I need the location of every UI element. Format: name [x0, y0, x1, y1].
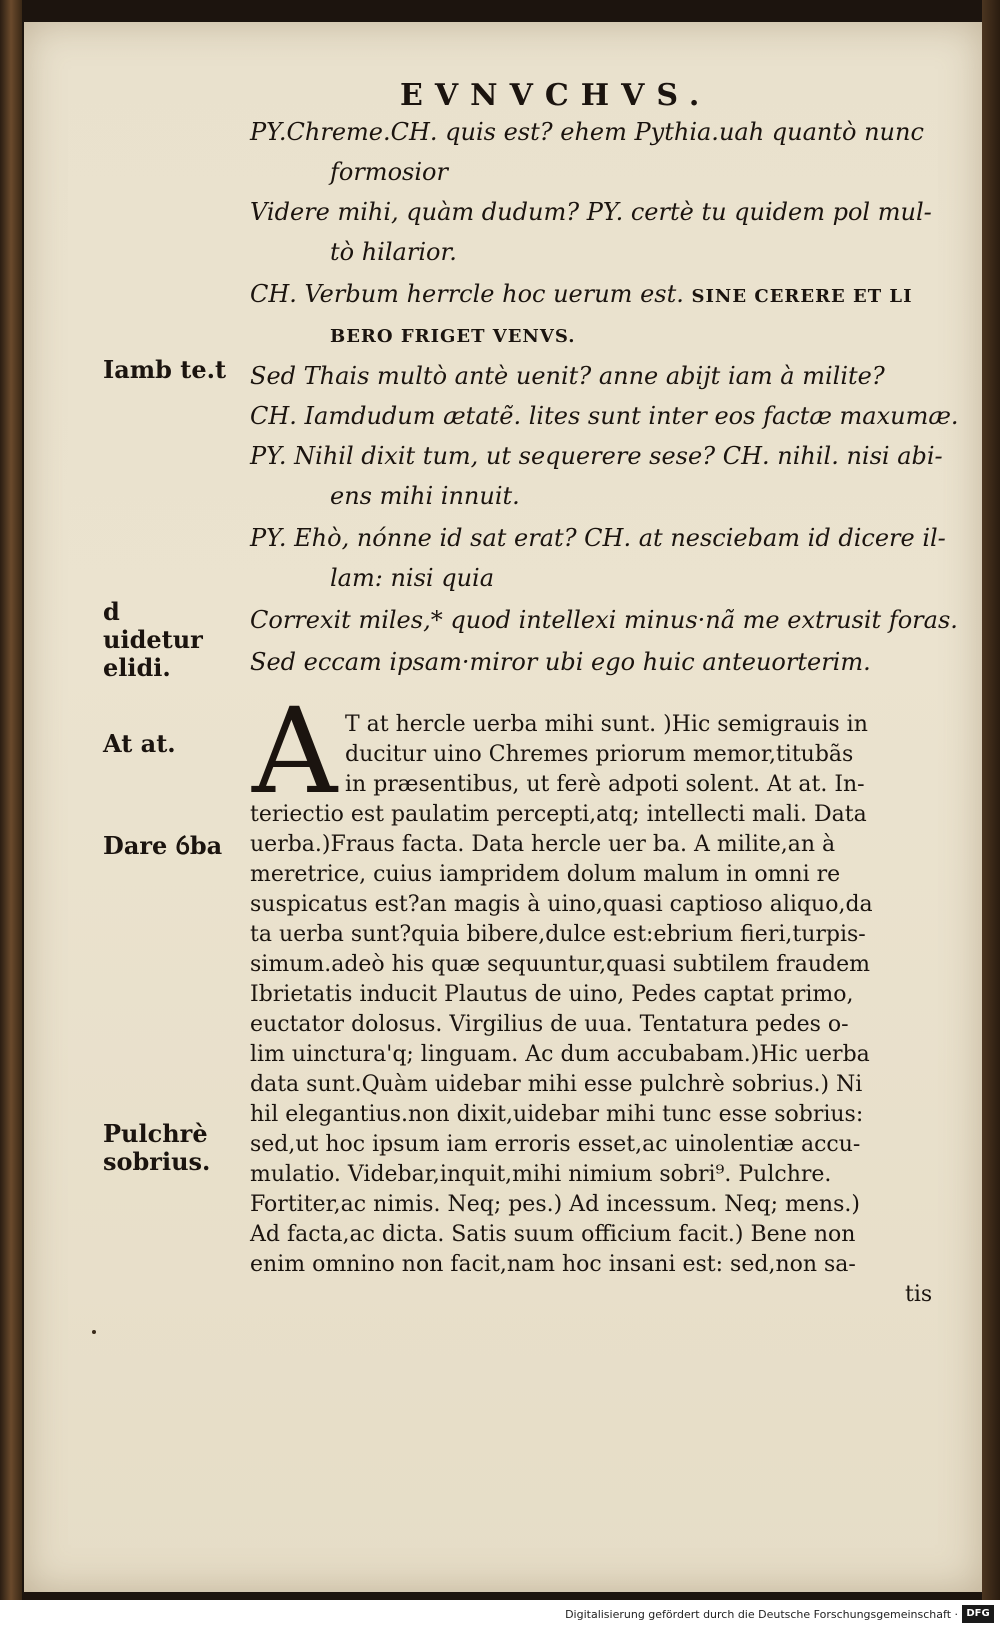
commentary-line: T at hercle uerba mihi sunt. )Hic semigrauis in	[345, 712, 868, 737]
verse-text: CH. Verbum herrcle hoc uerum est.	[250, 280, 684, 308]
digitization-footer	[0, 1600, 1000, 1631]
dfg-logo-icon: DFG	[962, 1605, 994, 1623]
verse-line: PY. Nihil dixit tum, ut sequerere sese? CH. nihil. nisi abi-	[250, 442, 943, 470]
commentary-line: euctator dolosus. Virgilius de uua. Tentatura pedes o-	[250, 1012, 849, 1037]
verse-line: PY.Chreme.CH. quis est? ehem Pythia.uah quantò nunc	[250, 118, 924, 146]
commentary-line: mulatio. Videbar,inquit,mihi nimium sobri⁹. Pulchre.	[250, 1162, 832, 1187]
commentary-line: hil elegantius.non dixit,uidebar mihi tunc esse sobrius:	[250, 1102, 864, 1127]
verse-line: ens mihi innuit.	[330, 482, 520, 510]
footer-credit: Digitalisierung gefördert durch die Deutsche Forschungsgemeinschaft ·	[565, 1608, 958, 1621]
commentary-line: teriectio est paulatim percepti,atq; intellecti mali. Data	[250, 802, 867, 827]
verse-smallcaps: BERO FRIGET VENVS.	[330, 326, 576, 347]
catchword: tis	[905, 1282, 933, 1307]
verse-line: PY. Ehò, nónne id sat erat? CH. at nesciebam id dicere il-	[250, 524, 946, 552]
commentary-line: simum.adeò his quæ sequuntur,quasi subtilem fraudem	[250, 952, 871, 977]
commentary-line: ducitur uino Chremes priorum memor,titubãs	[345, 742, 854, 767]
commentary-line: data sunt.Quàm uidebar mihi esse pulchrè sobrius.) Ni	[250, 1072, 863, 1097]
verse-line: formosior	[330, 158, 448, 186]
margin-note: Iamb te.t	[103, 355, 227, 384]
verse-line	[330, 320, 1000, 348]
margin-note: d uidetur elidi.	[103, 597, 203, 682]
verse-line: tò hilarior.	[330, 238, 457, 266]
verse-line	[250, 280, 960, 308]
commentary-line: lim uinctura'q; linguam. Ac dum accubabam.)Hic uerba	[250, 1042, 870, 1067]
verse-line: lam: nisi quia	[330, 564, 495, 592]
margin-note: Dare ỽba	[103, 831, 223, 860]
verse-line: Sed Thais multò antè uenit? anne abijt iam à milite?	[250, 362, 885, 390]
verse-line: CH. Iamdudum ætatẽ. lites sunt inter eos factæ maxumæ.	[250, 402, 959, 430]
drop-capital: A	[252, 682, 338, 820]
commentary-line: sed,ut hoc ipsum iam erroris esset,ac uinolentiæ accu-	[250, 1132, 861, 1157]
commentary-line: Ibrietatis inducit Plautus de uino, Pedes captat primo,	[250, 982, 854, 1007]
verse-smallcaps: SINE CERERE ET LI	[691, 286, 913, 307]
commentary-line: Fortiter,ac nimis. Neq; pes.) Ad incessum. Neq; mens.)	[250, 1192, 860, 1217]
commentary-line: meretrice, cuius iampridem dolum malum in omni re	[250, 862, 841, 887]
commentary-line: in præsentibus, ut ferè adpoti solent. At at. In-	[345, 772, 865, 797]
commentary-line: enim omnino non facit,nam hoc insani est: sed,non sa-	[250, 1252, 856, 1277]
paper-speck	[92, 1330, 96, 1334]
verse-line: Correxit miles,* quod intellexi minus·nã me extrusit foras.	[250, 606, 958, 634]
running-title: EVNVCHVS.	[400, 78, 712, 113]
commentary-line: ta uerba sunt?quia bibere,dulce est:ebrium fieri,turpis-	[250, 922, 866, 947]
margin-note: At at.	[103, 729, 176, 758]
commentary-line: suspicatus est?an magis à uino,quasi captioso aliquo,da	[250, 892, 873, 917]
margin-note: Pulchrè sobrius.	[103, 1119, 211, 1176]
verse-line: Videre mihi, quàm dudum? PY. certè tu quidem pol mul-	[250, 198, 932, 226]
commentary-line: uerba.)Fraus facta. Data hercle uer ba. A milite,an à	[250, 832, 836, 857]
commentary-line: Ad facta,ac dicta. Satis suum officium facit.) Bene non	[250, 1222, 856, 1247]
verse-line: Sed eccam ipsam·miror ubi ego huic anteuorterim.	[250, 648, 871, 676]
book-spine	[0, 0, 22, 1600]
